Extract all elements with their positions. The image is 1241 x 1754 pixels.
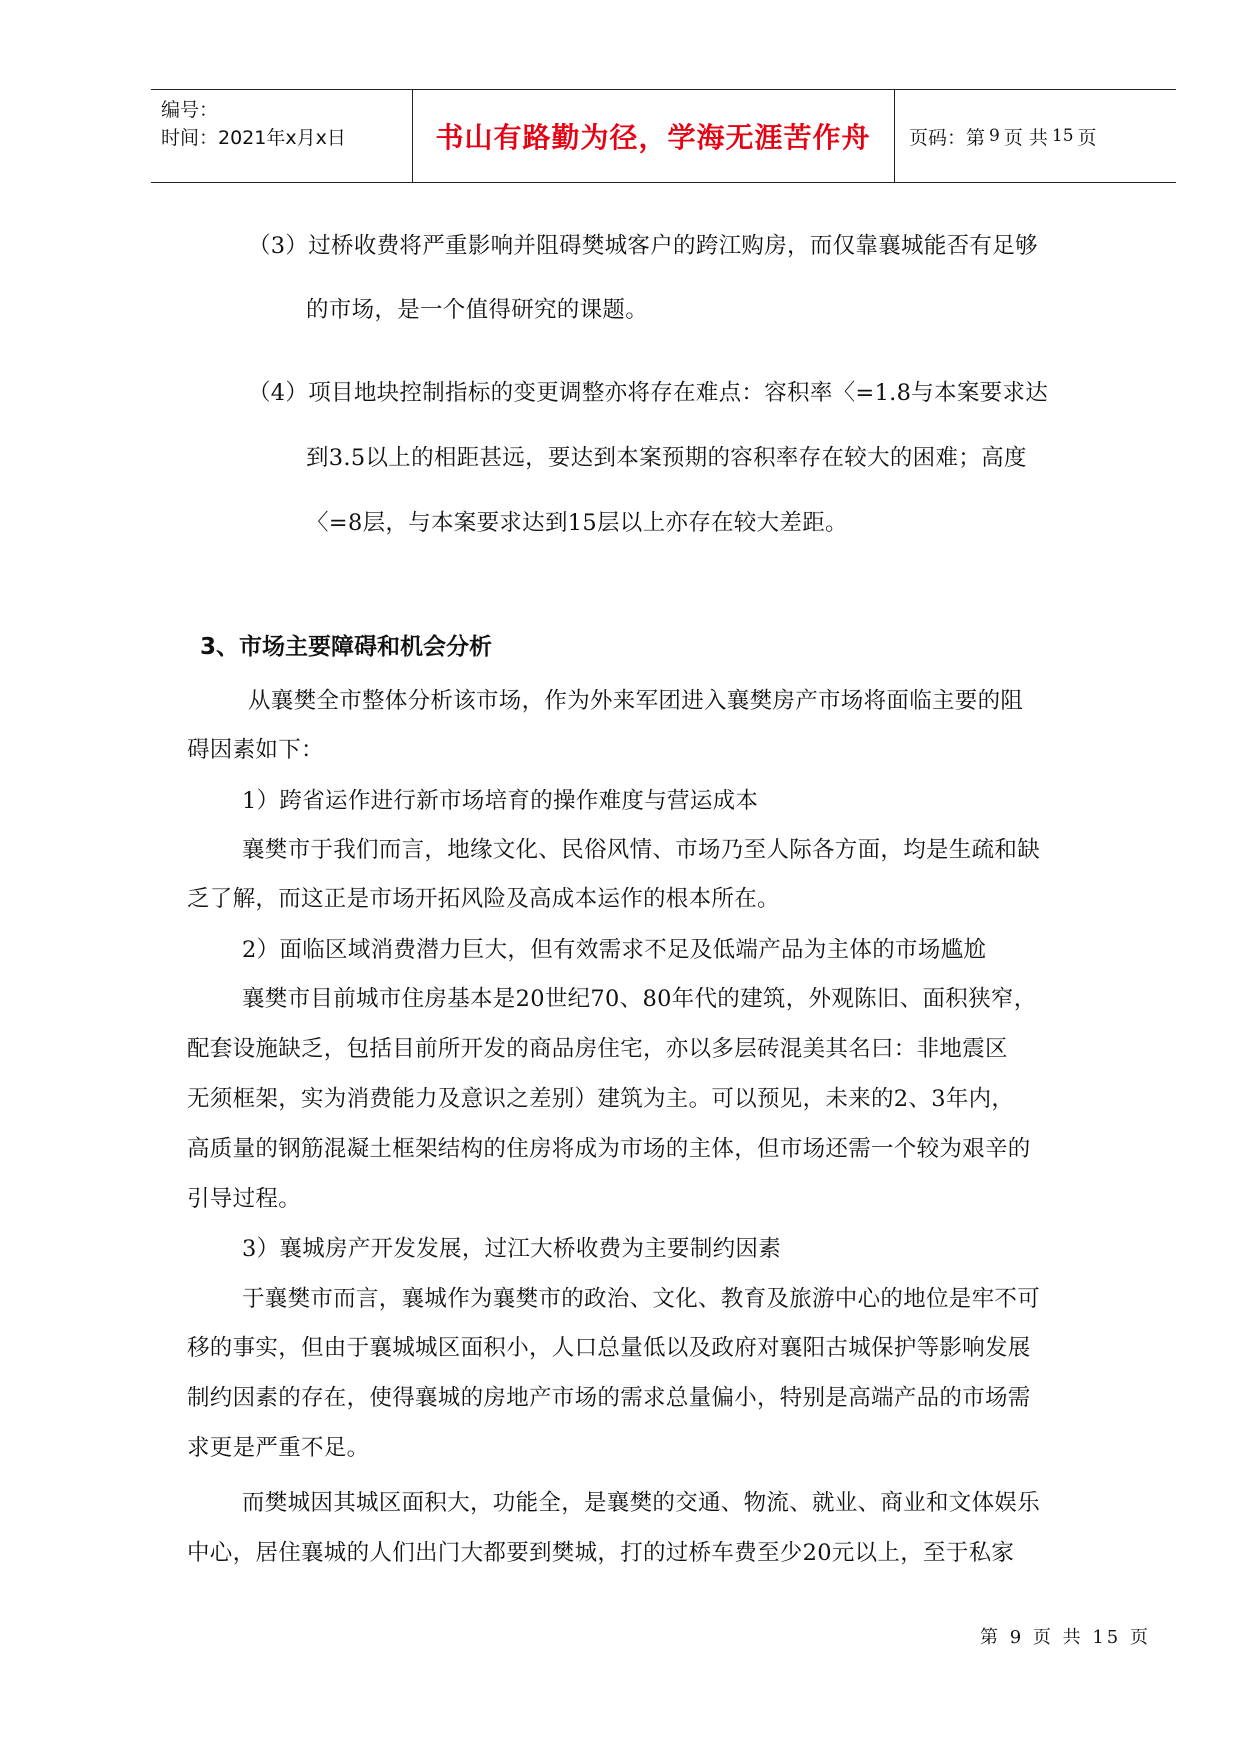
body-line: 制约因素的存在，使得襄城的房地产市场的需求总量偏小，特别是高端产品的市场需 [187,1385,1031,1411]
header-page-info [909,90,1097,182]
list-item-3-line2: 的市场，是一个值得研究的课题。 [306,297,649,323]
body-line: 配套设施缺乏，包括目前所开发的商品房住宅，亦以多层砖混美其名曰：非地震区 [187,1036,1008,1062]
body-line: 乏了解，而这正是市场开拓风险及高成本运作的根本所在。 [187,886,780,912]
body-line: 于襄樊市而言，襄城作为襄樊市的政治、文化、教育及旅游中心的地位是牢不可 [242,1286,1041,1312]
header-divider [894,90,895,182]
body-line: 而樊城因其城区面积大，功能全，是襄樊的交通、物流、就业、商业和文体娱乐 [242,1490,1041,1516]
header-time-label: 时间：2021年x月x日 [161,127,346,149]
body-line: 碍因素如下： [187,737,324,763]
body-line: 无须框架，实为消费能力及意识之差别）建筑为主。可以预见，未来的2、3年内， [187,1086,1015,1112]
page-header [151,89,1176,183]
body-line: 求更是严重不足。 [187,1435,370,1461]
header-number-label: 编号： [161,99,219,121]
header-page-total: 15 [1051,126,1074,146]
body-line: 从襄樊全市整体分析该市场，作为外来军团进入襄樊房产市场将面临主要的阻 [248,688,1024,714]
header-page-suffix: 页 [1077,126,1097,149]
body-line: 引导过程。 [187,1186,302,1212]
page-footer: 第 9 页 共 15 页 [980,1627,1151,1648]
body-line: 2）面临区域消费潜力巨大，但有效需求不足及低端产品为主体的市场尴尬 [242,937,987,963]
header-page-number: 9 [989,126,1000,146]
body-line: 襄樊市于我们而言，地缘文化、民俗风情、市场乃至人际各方面，均是生疏和缺 [242,837,1041,863]
list-item-4-line3: 〈=8层，与本案要求达到15层以上亦存在较大差距。 [306,510,848,536]
section-title: 3、市场主要障碍和机会分析 [200,634,493,660]
body-line: 襄樊市目前城市住房基本是20世纪70、80年代的建筑，外观陈旧、面积狭窄， [242,986,1037,1012]
list-item-4-line2: 到3.5以上的相距甚远，要达到本案预期的容积率存在较大的困难；高度 [306,445,1027,471]
body-line: 高质量的钢筋混凝土框架结构的住房将成为市场的主体，但市场还需一个较为艰辛的 [187,1136,1031,1162]
list-item-4-line1: （4）项目地块控制指标的变更调整亦将存在难点：容积率〈=1.8与本案要求达 [248,380,1049,406]
header-page-mid: 页 共 [1003,126,1048,149]
body-line: 3）襄城房产开发发展，过江大桥收费为主要制约因素 [242,1236,782,1262]
list-item-3-line1: （3）过桥收费将严重影响并阻碍樊城客户的跨江购房，而仅靠襄城能否有足够 [248,233,1038,259]
header-motto: 书山有路勤为径，学海无涯苦作舟 [435,121,871,154]
body-line: 1）跨省运作进行新市场培育的操作难度与营运成本 [242,788,759,814]
header-meta [161,96,346,152]
header-page-prefix: 页码：第 [909,126,986,149]
body-line: 中心，居住襄城的人们出门大都要到樊城，打的过桥车费至少20元以上，至于私家 [187,1540,1015,1566]
body-line: 移的事实，但由于襄城城区面积小，人口总量低以及政府对襄阳古城保护等影响发展 [187,1335,1031,1361]
